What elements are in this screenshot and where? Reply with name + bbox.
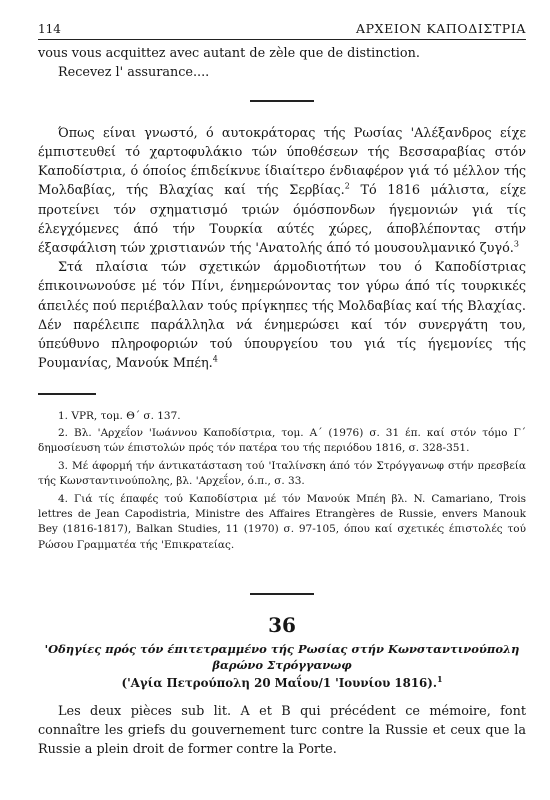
footnote-ref[interactable]: 1 [436,673,443,684]
date-text: ('Αγία Πετρούπολη 20 Μαΐου/1 'Ιουνίου 1816). [121,675,437,690]
commentary-text: Όπως είναι γνωστό, ό αυτοκράτορας τής Ρωσίας 'Αλέξανδρος είχε έμπιστευθεί τό χαρτοφυλάκιο τών ύποθέσεων τής Βεσσαραβίας στόν Καποδίστρια, ό όποίος έπιδείκνυε ίδιαίτερο ένδιαφέρον γιά τό μέλλον τής Μολδαβίας, τής Βλαχίας καί τής Σερβίας. [38,125,526,199]
page-number: 114 [38,22,61,36]
running-title: ΑΡΧΕΙΟΝ ΚΑΠΟΔΙΣΤΡΙΑ [356,21,526,36]
footnote-ref[interactable]: 4 [212,354,218,364]
commentary-paragraph-2 [38,258,526,373]
document-date [38,675,526,692]
footnote-4: 4. Γιά τίς έπαφές τού Καποδίστρια μέ τόν Μανούκ Μπέη βλ. N. Camariano, Trois lettres de Jean Capodistria, Ministre des Affaires Etrangères de Russie, envers Manouk Bey (1816-1817), Balkan Studies, 11 (1970) σ. 97-105, όπου καί σχετικές έπιστολές τού Ρώσου Γραμματέα τής 'Επικρατείας. [38,492,526,551]
document-text: Les deux pièces sub lit. A et B qui précédent ce mémoire, font connaître les griefs du gouvernement turc contre la Russie et ceux que la Russie a plein droit de former contre la Porte. [38,703,526,757]
footnote-divider [38,393,96,394]
footnotes [38,409,526,554]
running-header [38,12,526,40]
footnote-2: 2. Βλ. 'Αρχεΐον 'Ιωάννου Καποδίστρια, τομ. Α΄ (1976) σ. 31 έπ. καί στόν τόμο Γ΄ δημοσίευση τών έπιστολών πρός τόν πατέρα του τής περιόδου 1816, σ. 328-351. [38,426,526,455]
footnote-ref[interactable]: 3 [513,239,519,249]
commentary-text: Στά πλαίσια τών σχετικών άρμοδιοτήτων του ό Καποδίστριας έπικοινωνούσε μέ τόν Πίνι, ένημερώνοντας τον γύρω άπό τίς τουρκικές άπειλές πού περιέβαλλαν τούς πρίγκηπες τής Μολδαβίας καί τής Βλαχίας. Δέν παρέλειπε παράλληλα νά ένημερώσει καί τόν συνεργάτη του, ύπεύθυνο πληροφοριών τού ύπουργείου του γιά τίς ήγεμονίες τής Ρουμανίας, Μανούκ Μπέη. [38,260,526,372]
commentary-paragraph-1 [38,124,526,258]
letter-salutation: Recevez l' assurance.... [58,65,210,81]
footnote-1: 1. VPR, τομ. Θ΄ σ. 137. [58,409,181,422]
document-title: 'Οδηγίες πρός τόν έπιτετραμμένο τής Ρωσίας στήν Κωνσταντινούπολη βαρώνο Στρόγγανωφ [44,641,520,672]
page-body [38,44,526,759]
commentary-text: Τό 1816 μάλιστα, είχε προτείνει τόν σχηματισμό τριών όμόσπονδων ήγεμονιών γιά τίς έλεγχόμενες άπό τήν Τουρκία αύτές χώρες, άποβλέποντας στήν έξασφάλιση τών χριστιανών τής 'Ανατολής άπό τό μουσουλμανικό ζυγό. [38,183,526,257]
section-divider [250,593,314,594]
document-number: 36 [268,612,296,637]
footnote-3: 3. Μέ άφορμή τήν άντικατάσταση τού 'Ιταλίνσκη άπό τόν Στρόγγανωφ στήν πρεσβεία τής Κωνσταντινούπολης, βλ. 'Αρχεΐον, ό.π., σ. 33. [38,459,526,488]
letter-closing-line: vous vous acquittez avec autant de zèle que de distinction. [38,46,420,61]
footnote-ref[interactable]: 2 [344,182,350,192]
section-divider [250,100,314,101]
